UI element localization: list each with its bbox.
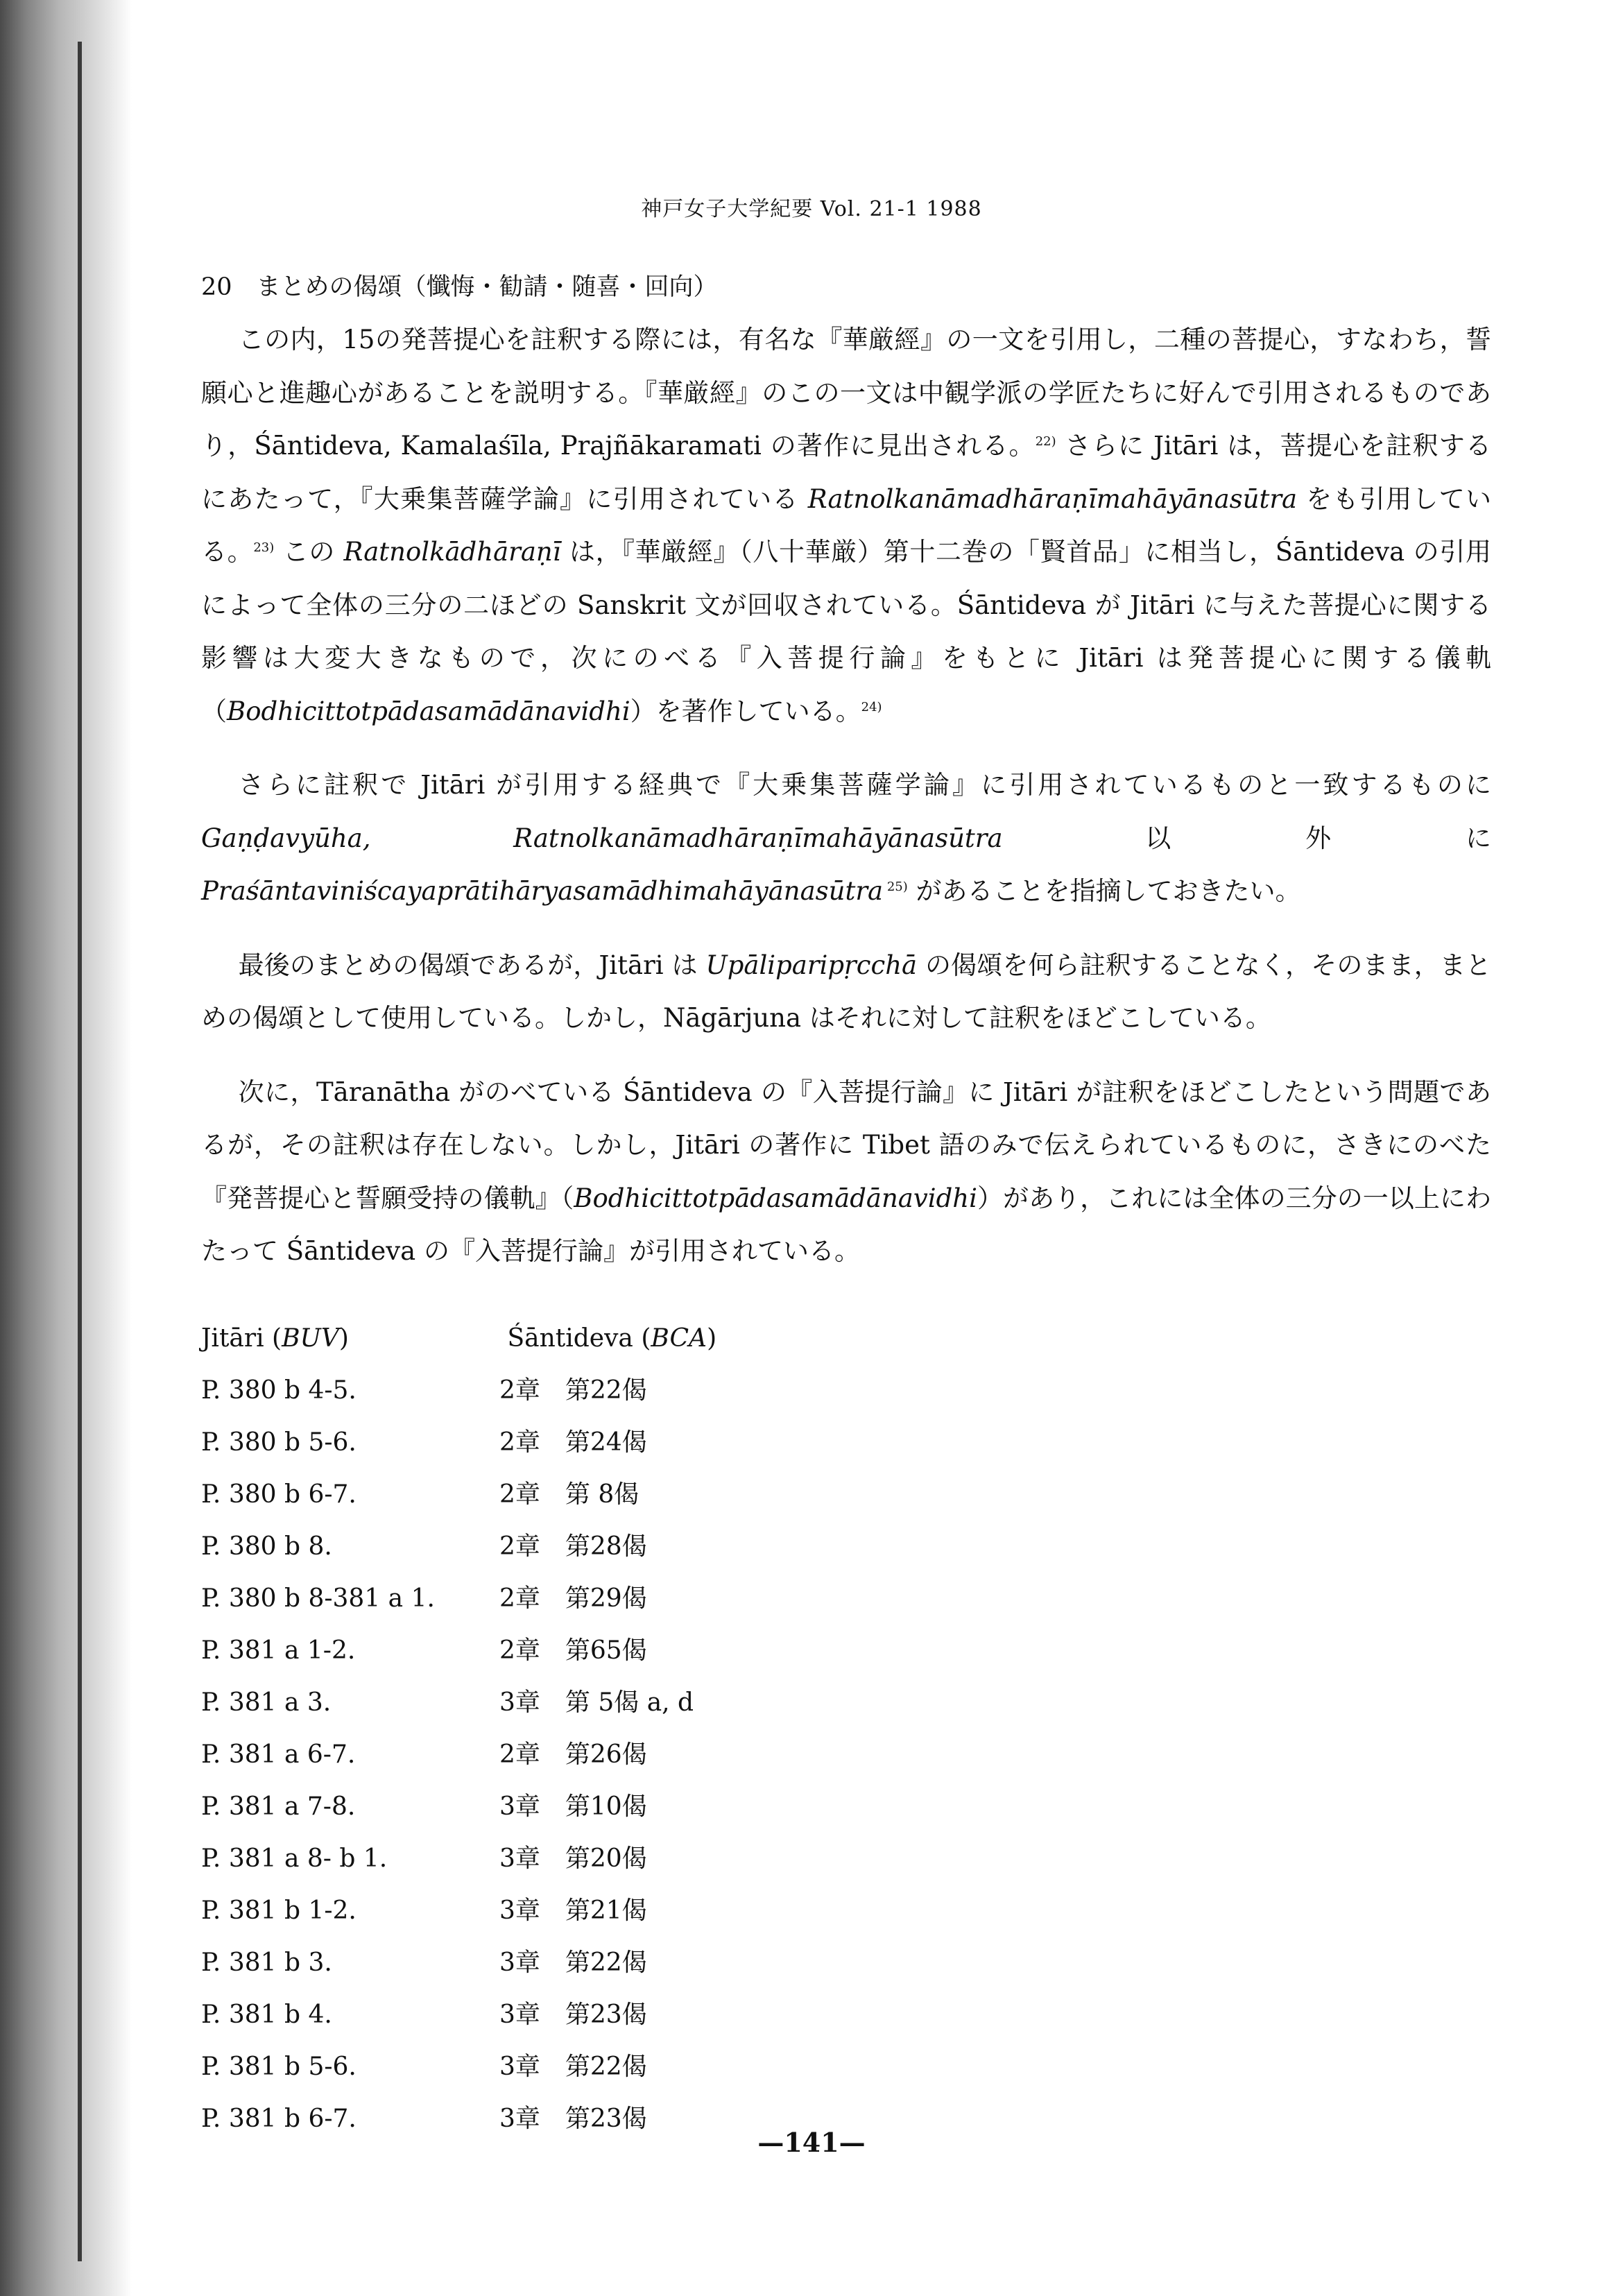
body-text [201, 314, 1491, 1299]
santideva-reference: 3章 第22偈 [499, 2053, 647, 2081]
text-run: この内，15の発菩提心を註釈する際には，有名な『華厳經』の一文を引用し，二種の菩提心，すなわち，誓願心と進趣心があることを説明する。『華厳經』のこの一文は中観学派の学匠たちに好んで引用されるものであり，Śāntideva, Kamalaśīla, Prajñākaramati の著作に見出される。 [201, 325, 1491, 461]
footnote-ref: 23) [253, 540, 275, 555]
jitari-reference: P. 381 a 6-7. [201, 1740, 356, 1769]
table-row [201, 1677, 1201, 1729]
table-row [201, 1520, 1201, 1573]
santideva-reference: 3章 第23偈 [499, 2105, 647, 2133]
italic-term: Bodhicittotpādasamādānavidhi [227, 696, 630, 726]
text-run: があることを指摘しておきたい。 [907, 876, 1301, 906]
citation-table [201, 1312, 1201, 2145]
page-number: —141— [757, 2127, 866, 2158]
header-abbrev: BCA [651, 1324, 707, 1353]
paragraph [201, 939, 1491, 1045]
text-run: ）を著作している。 [630, 696, 861, 726]
text-run: この [274, 537, 344, 567]
table-row [201, 1729, 1201, 1781]
santideva-reference: 2章 第26偈 [499, 1740, 647, 1769]
santideva-reference: 2章 第24偈 [499, 1428, 647, 1457]
santideva-reference: 3章 第23偈 [499, 2001, 647, 2029]
italic-term: Praśāntaviniścayaprātihāryasamādhimahāyānasūtra [201, 876, 884, 906]
santideva-reference: 3章 第20偈 [499, 1844, 647, 1873]
column-header-santideva: Śāntideva (BCA) [507, 1324, 717, 1353]
jitari-reference: P. 380 b 8-381 a 1. [201, 1584, 435, 1613]
table-row [201, 1781, 1201, 1833]
header-prefix: Jitāri ( [201, 1324, 282, 1353]
santideva-reference: 2章 第22偈 [499, 1376, 647, 1405]
table-body [201, 1364, 1201, 2145]
santideva-reference: 3章 第10偈 [499, 1792, 647, 1821]
text-run: の偈頌を何ら註釈することなく，そのまま，まとめの偈頌として使用している。しかし，Nāgārjuna はそれに対して註釈をほどこしている。 [201, 950, 1491, 1033]
table-row [201, 1937, 1201, 1989]
santideva-reference: 2章 第65偈 [499, 1636, 647, 1665]
header-abbrev: BUV [282, 1324, 339, 1353]
footnote-ref: 25) [883, 880, 908, 894]
italic-term: Gaṇḍavyūha, Ratnolkanāmadhāraṇīmahāyānasūtra [201, 823, 1003, 853]
table-row [201, 1885, 1201, 1937]
jitari-reference: P. 380 b 5-6. [201, 1428, 357, 1457]
santideva-reference: 3章 第22偈 [499, 1948, 647, 1977]
jitari-reference: P. 381 b 6-7. [201, 2105, 357, 2133]
text-run: をも引用している。 [201, 483, 1491, 567]
text-run: 最後のまとめの偈頌であるが，Jitāri は [238, 950, 706, 980]
santideva-reference: 3章 第 5偈 a, d [499, 1688, 694, 1717]
scan-binding-line [78, 42, 82, 2261]
santideva-reference: 2章 第28偈 [499, 1532, 647, 1561]
section-heading: 20 まとめの偈頌（懺悔・勧請・随喜・回向） [201, 273, 718, 301]
jitari-reference: P. 381 b 1-2. [201, 1896, 357, 1925]
jitari-reference: P. 380 b 6-7. [201, 1480, 357, 1509]
column-header-jitari: Jitāri (BUV) [201, 1312, 499, 1364]
table-row [201, 2041, 1201, 2093]
text-run: 以外に [1002, 823, 1491, 853]
scan-binding-shadow [0, 0, 132, 2296]
jitari-reference: P. 380 b 4-5. [201, 1376, 357, 1405]
italic-term: Ratnolkādhāraṇī [343, 537, 561, 567]
paragraph [201, 314, 1491, 738]
jitari-reference: P. 381 b 4. [201, 2001, 332, 2029]
text-run: は，『華厳經』（八十華厳）第十二巻の「賢首品」に相当し，Śāntideva の引用によって全体の三分の二ほどの Sanskrit 文が回収されている。Śāntideva が Jitāri に与えた菩提心に関する影響は大変大きなもので，次にのべる『入菩提行論』をもとに Jitāri は発菩提心に関する儀軌（ [201, 537, 1491, 726]
italic-term: Upāliparipṛcchā [705, 950, 918, 980]
jitari-reference: P. 381 b 3. [201, 1948, 332, 1977]
italic-term: Bodhicittotpādasamādānavidhi [574, 1183, 977, 1213]
text-run: さらに Jitāri は，菩提心を註釈するにあたって，『大乗集菩薩学論』に引用されている [201, 431, 1491, 514]
footnote-ref: 22) [1035, 434, 1056, 449]
jitari-reference: P. 380 b 8. [201, 1532, 332, 1561]
jitari-reference: P. 381 a 7-8. [201, 1792, 356, 1821]
jitari-reference: P. 381 a 8- b 1. [201, 1844, 388, 1873]
table-row [201, 1573, 1201, 1625]
santideva-reference: 2章 第 8偈 [499, 1480, 639, 1509]
table-header-row [201, 1312, 1201, 1364]
table-row [201, 1625, 1201, 1677]
jitari-reference: P. 381 a 1-2. [201, 1636, 356, 1665]
santideva-reference: 3章 第21偈 [499, 1896, 647, 1925]
italic-term: Ratnolkanāmadhāraṇīmahāyānasūtra [807, 483, 1298, 514]
table-row [201, 1468, 1201, 1520]
jitari-reference: P. 381 a 3. [201, 1688, 332, 1717]
running-header: 神戸女子大学紀要 Vol. 21-1 1988 [641, 197, 982, 221]
paragraph [201, 759, 1491, 918]
text-run: さらに註釈で Jitāri が引用する経典で『大乗集菩薩学論』に引用されているものと一致するものに [238, 770, 1491, 800]
paragraph [201, 1066, 1491, 1278]
table-row [201, 1989, 1201, 2041]
footnote-ref: 24) [861, 699, 882, 714]
jitari-reference: P. 381 b 5-6. [201, 2053, 357, 2081]
text-run: ）があり，これには全体の三分の一以上にわたって Śāntideva の『入菩提行論』が引用されている。 [201, 1183, 1492, 1266]
table-row [201, 1833, 1201, 1885]
table-row [201, 1364, 1201, 1416]
santideva-reference: 2章 第29偈 [499, 1584, 647, 1613]
table-row [201, 1416, 1201, 1468]
text-run: 次に，Tāranātha がのべている Śāntideva の『入菩提行論』に Jitāri が註釈をほどこしたという問題であるが，その註釈は存在しない。しかし，Jitāri の著作に Tibet 語のみで伝えられているものに，さきにのべた『発菩提心と誓願受持の儀軌』（ [201, 1077, 1491, 1213]
